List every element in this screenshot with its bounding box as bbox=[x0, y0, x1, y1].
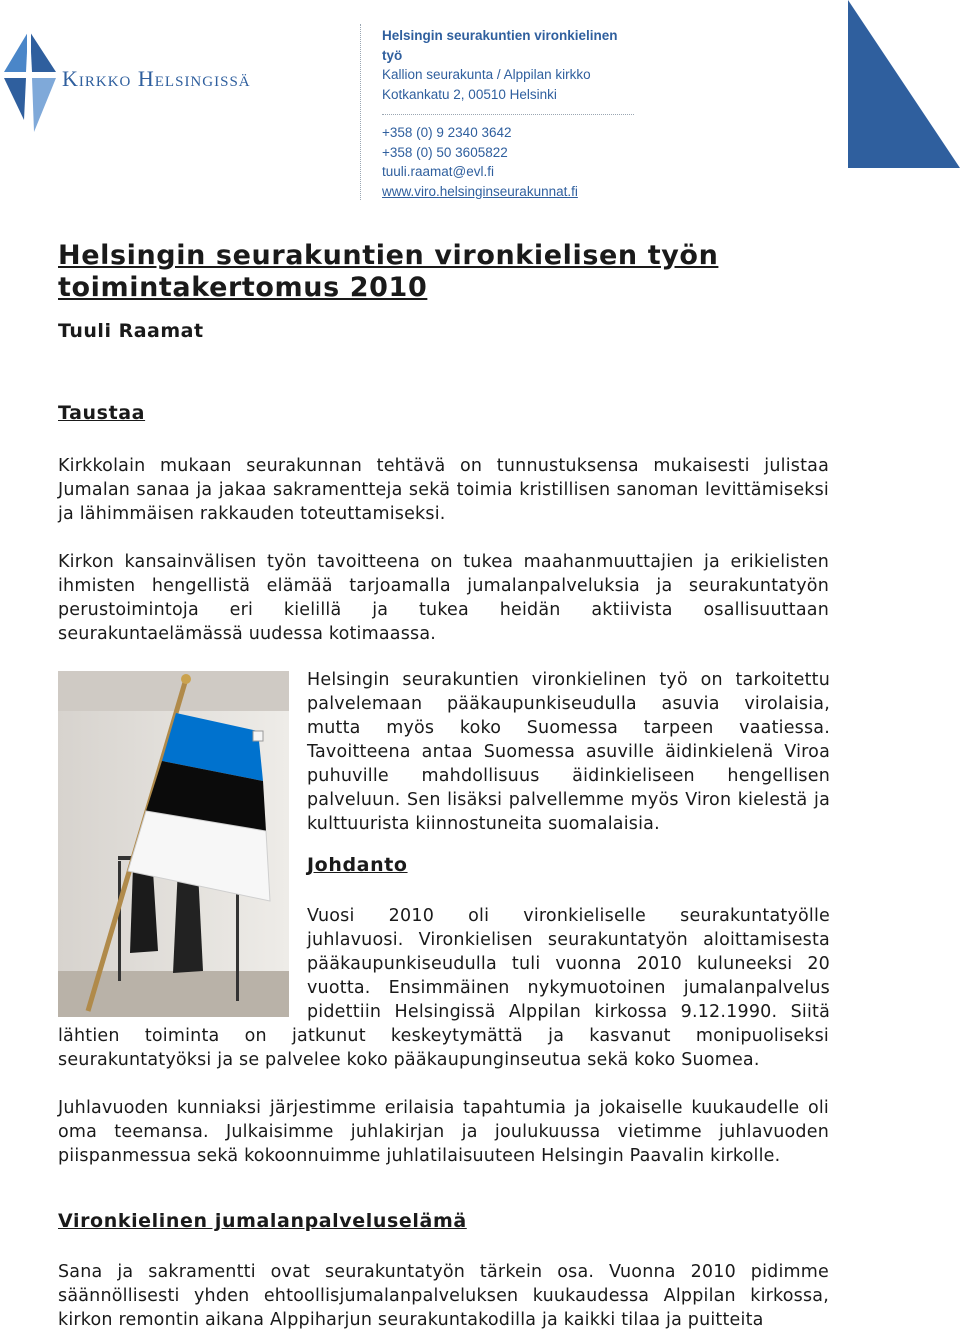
address-line: Kotkankatu 2, 00510 Helsinki bbox=[382, 86, 557, 102]
address-line: Kallion seurakunta / Alppilan kirkko bbox=[382, 67, 591, 82]
contact-separator bbox=[382, 114, 634, 115]
flag-photo bbox=[58, 671, 289, 1017]
org-name: Helsingin seurakuntien vironkielinen työ bbox=[382, 28, 618, 63]
text-line: vuotta. Ensimmäinen nykymuotoinen jumalanpalvelus bbox=[307, 978, 830, 998]
section-heading: Vironkielinen jumalanpalveluselämä bbox=[58, 1210, 467, 1232]
paragraph: Sana ja sakramentti ovat seurakuntatyön tärkein osa. Vuonna 2010 pidimme säännöllisesti yhden ehtoollisjumalanpalveluksen kuukaudessa Alppilan kirkossa, kirkon remontin aikana Alppiharjun seurakuntakodilla ja kaikki tilaa ja puitteita bbox=[58, 1262, 829, 1330]
text-line: pidettiin Helsingissä Alppilan kirkossa 9.12.1990. Siitä bbox=[307, 1002, 830, 1022]
logo-wordmark: Kirkko Helsingissä bbox=[62, 66, 251, 91]
email-link[interactable]: tuuli.raamat@evl.fi bbox=[382, 164, 494, 179]
corner-triangle-icon bbox=[848, 0, 960, 168]
paragraph-wrapped-lines bbox=[58, 1024, 829, 1072]
section-heading: Johdanto bbox=[307, 854, 408, 876]
phone-number: +358 (0) 9 2340 3642 bbox=[382, 125, 512, 140]
title-line: Helsingin seurakuntien vironkielisen työn bbox=[58, 240, 719, 271]
text-line: seurakuntatyöksi ja se palvelee koko pääkaupunginseutua sekä koko Suomea. bbox=[58, 1050, 760, 1070]
paragraph: Kirkkolain mukaan seurakunnan tehtävä on tunnustuksensa mukaisesti julistaa Jumalan sanaa ja jakaa sakramentteja sekä toimia kristillisen sanoman levittämiseksi ja lähimmäisen rakkauden toteuttamiseksi. bbox=[58, 456, 829, 524]
author-name: Tuuli Raamat bbox=[58, 320, 204, 342]
paragraph-wrapped-lines bbox=[307, 904, 830, 1024]
paragraph: Juhlavuoden kunniaksi järjestimme erilaisia tapahtumia ja jokaiselle kuukaudelle oli oma teemansa. Julkaisimme juhlakirjan ja joulukuussa vietimme juhlavuoden piispanmessua sekä kokoonnuimme juhlatilaisuuteen Helsingin Paavalin kirkolle. bbox=[58, 1098, 829, 1166]
divider-line bbox=[360, 24, 361, 200]
website-link[interactable]: www.viro.helsinginseurakunnat.fi bbox=[382, 183, 578, 199]
title-line: toimintakertomus 2010 bbox=[58, 272, 428, 303]
text-line: juhlavuosi. Vironkielisen seurakuntatyön aloittamisesta bbox=[307, 930, 830, 950]
text-line: pääkaupunkiseudulla tuli vuonna 2010 kuluneeksi 20 bbox=[307, 954, 830, 974]
text-line: lähtien toiminta on jatkunut keskeytymättä ja kasvanut monipuoliseksi bbox=[58, 1026, 829, 1046]
contact-block bbox=[382, 26, 634, 201]
paragraph: Kirkon kansainvälisen työn tavoitteena on tukea maahanmuuttajien ja erikielisten ihmisten hengellistä elämää tarjoamalla jumalanpalveluksia ja seurakuntatyön perustoimintoja eri kielillä ja tukea heidän aktiivista osallisuuttaan seurakuntaelämässä uudessa kotimaassa. bbox=[58, 552, 829, 644]
text-line: Vuosi 2010 oli vironkieliselle seurakuntatyölle bbox=[307, 906, 830, 926]
paragraph: Helsingin seurakuntien vironkielinen työ on tarkoitettu palvelemaan pääkaupunkiseudulla asuvia virolaisia, mutta myös koko Suomessa tarpeen vaatiessa. Tavoitteena antaa Suomessa asuville äidinkielenä Viroa puhuville mahdollisuus äidinkieliseen hengellisen palveluun. Sen lisäksi palvellemme myös Viron kielestä ja kulttuurista kiinnostuneita suomalaisia. bbox=[307, 670, 830, 834]
document-title bbox=[58, 240, 758, 304]
phone-number: +358 (0) 50 3605822 bbox=[382, 144, 508, 160]
section-heading: Taustaa bbox=[58, 402, 146, 424]
